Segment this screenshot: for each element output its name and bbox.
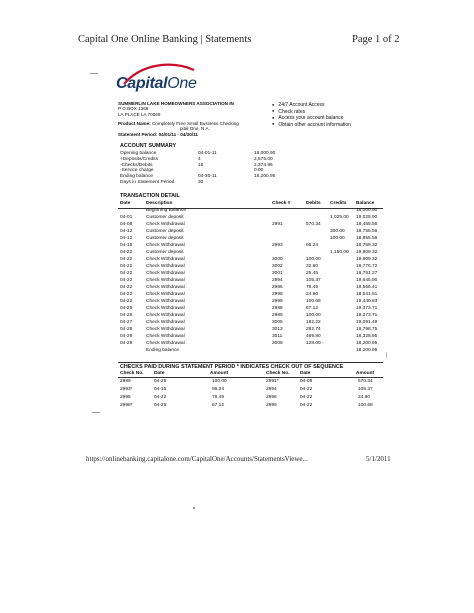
transaction-desc: Check Withdrawal: [146, 341, 185, 346]
transaction-row: [120, 278, 385, 285]
mailing-address: [118, 101, 234, 117]
check-no2: 2996: [266, 395, 277, 400]
transaction-debits: 96.24: [306, 243, 319, 248]
summary-row: +Deposits/Credits 4 2,575.00: [120, 156, 273, 162]
transaction-date: 04-27: [120, 320, 133, 325]
check-row: [120, 379, 380, 387]
check-no2: 2991*: [266, 379, 279, 384]
transaction-balance: 18,455.56: [356, 222, 378, 227]
transaction-row: [120, 320, 385, 327]
check-no1: 2995: [120, 395, 131, 400]
footer-date: 5/1/2011: [366, 455, 391, 463]
transaction-date: 04-22: [120, 250, 133, 255]
check-amt2: 100.68: [358, 403, 373, 408]
check-row: [120, 387, 380, 395]
transaction-balance: 18,000.90: [356, 208, 378, 213]
capital-one-logo: [116, 62, 200, 100]
transaction-row: [120, 215, 385, 222]
transaction-date: 04-28: [120, 327, 133, 332]
transaction-row: [120, 250, 385, 257]
statement-period: Statement Period: 04/01/11 - 04/30/11: [118, 131, 198, 137]
transaction-check: 2998: [272, 292, 283, 297]
transaction-check: 2999: [272, 299, 283, 304]
check-amt2: 105.37: [358, 387, 373, 392]
feature-item: ● Check rates: [272, 109, 351, 116]
transaction-date: 04-22: [120, 264, 133, 269]
transaction-desc: Customer deposit: [146, 236, 184, 241]
check-amt1: 100.00: [212, 379, 227, 384]
transaction-debits: 79.49: [306, 285, 319, 290]
transaction-row: [120, 236, 385, 243]
transaction-debits: 570.34: [306, 222, 321, 227]
feature-item: ● Access your account balance: [272, 115, 351, 122]
transaction-desc: Check Withdrawal: [146, 264, 185, 269]
transaction-balance: 18,855.56: [356, 236, 378, 241]
check-date2: 04-22: [300, 395, 313, 400]
transaction-credits: 300.00: [330, 229, 345, 234]
transaction-body: [120, 208, 385, 355]
transaction-desc: Customer deposit: [146, 215, 184, 220]
transaction-balance: 19,373.71: [356, 306, 378, 311]
summary-row: -Checks/Debits 15 2,374.96: [120, 162, 273, 168]
transaction-check: 3000: [272, 257, 283, 262]
divider: [118, 362, 383, 363]
scan-mark: [386, 352, 387, 358]
transaction-balance: 19,273.71: [356, 313, 378, 318]
transaction-debits: 128.00 -: [306, 341, 324, 346]
transaction-check: 2994: [272, 278, 283, 283]
check-amt1: 67.12: [212, 403, 225, 408]
transaction-row: [120, 299, 385, 306]
transaction-date: 04-22: [120, 257, 133, 262]
transaction-row: [120, 243, 385, 250]
transaction-row: [120, 208, 385, 215]
transaction-balance: 18,798.75: [356, 327, 378, 332]
summary-row: Days in Statement Period 30: [120, 179, 204, 185]
transaction-row: [120, 271, 385, 278]
transaction-desc: Check Withdrawal: [146, 285, 185, 290]
transaction-balance: 19,541.51: [356, 292, 378, 297]
summary-row: -Service charge 0.00: [120, 168, 264, 174]
transaction-check: 2993: [272, 243, 283, 248]
checks-paid-title: CHECKS PAID DURING STATEMENT PERIOD * INDICATES CHECK OUT OF SEQUENCE: [120, 364, 344, 370]
transaction-balance: 19,645.90: [356, 278, 378, 283]
transaction-balance: 18,328.95: [356, 334, 378, 339]
transaction-date: 04-26: [120, 313, 133, 318]
transaction-debits: 67.12: [306, 306, 319, 311]
transaction-check: 2996: [272, 285, 283, 290]
address-line-1: P O BOX 1366: [118, 106, 149, 112]
transaction-check: 3002: [272, 264, 283, 269]
check-row: [120, 395, 380, 403]
transaction-date: 04-29: [120, 341, 133, 346]
transaction-date: 04-22: [120, 271, 133, 276]
transaction-date: 04-01: [120, 215, 133, 220]
transaction-desc: Check Withdrawal: [146, 271, 185, 276]
transaction-desc: Check Withdrawal: [146, 327, 185, 332]
transaction-date: 04-25: [120, 306, 133, 311]
check-amt1: 96.24: [212, 387, 225, 392]
check-date2: 04-08: [300, 379, 313, 384]
transaction-desc: Check Withdrawal: [146, 320, 185, 325]
transaction-debits: 100.68: [306, 299, 321, 304]
logo-wordmark: CapitalOne: [116, 75, 197, 92]
transaction-row: [120, 327, 385, 334]
transaction-date: 04-29: [120, 334, 133, 339]
scan-mark: [92, 412, 100, 413]
transaction-date: 04-22: [120, 278, 133, 283]
transaction-debits: 24.90: [306, 292, 319, 297]
transaction-date: 04-22: [120, 285, 133, 290]
transaction-debits: 292.74: [306, 327, 321, 332]
transaction-row: [120, 341, 385, 348]
transaction-check: 2989: [272, 313, 283, 318]
feature-item: ● 24/7 Account Access: [272, 102, 351, 109]
transaction-balance: 19,440.83: [356, 299, 378, 304]
transaction-desc: Check Withdrawal: [146, 313, 185, 318]
check-date2: 04-22: [300, 403, 313, 408]
transaction-desc: Customer deposit: [146, 229, 184, 234]
transaction-row: [120, 334, 385, 341]
check-amt2: 570.34: [358, 379, 373, 384]
transaction-credits: 1,150.00: [330, 250, 349, 255]
transaction-date: 04-22: [120, 299, 133, 304]
product-info: [118, 121, 239, 137]
page-header-title: Capital One Online Banking | Statements: [78, 34, 252, 45]
feature-item: ● Obtain other account information: [272, 122, 351, 129]
check-date1: 04-25: [154, 403, 167, 408]
check-date1: 04-22: [154, 395, 167, 400]
transaction-table: [120, 201, 385, 355]
transaction-check: 3001: [272, 271, 283, 276]
transaction-desc: Check Withdrawal: [146, 292, 185, 297]
transaction-balance: 19,809.32: [356, 257, 378, 262]
transaction-desc: Customer deposit: [146, 250, 184, 255]
transaction-desc: Check Withdrawal: [146, 257, 185, 262]
transaction-row: [120, 264, 385, 271]
scan-mark: [193, 507, 195, 509]
scan-mark: [90, 73, 98, 74]
transaction-balance: 18,200.95: [356, 341, 378, 346]
transaction-row: [120, 306, 385, 313]
transaction-desc: Check Withdrawal: [146, 222, 185, 227]
transaction-date: 04-22: [120, 292, 133, 297]
check-date2: 04-22: [300, 387, 313, 392]
transaction-balance: 18,755.56: [356, 229, 378, 234]
account-features-list: [272, 102, 351, 128]
transaction-balance: 19,776.72: [356, 264, 378, 269]
footer-url: https://onlinebanking.capitalone.com/CapitalOne/Accounts/StatementsViewe...: [86, 455, 308, 463]
transaction-row: [120, 222, 385, 229]
transaction-debits: 100.00: [306, 313, 321, 318]
check-amt2: 24.90: [358, 395, 371, 400]
transaction-check: 3008: [272, 341, 283, 346]
product-label: Product Name:: [118, 121, 151, 126]
transaction-detail-title: TRANSACTION DETAIL: [120, 193, 180, 199]
transaction-balance: 18,200.95: [356, 348, 378, 353]
transaction-debits: 32.60: [306, 264, 319, 269]
check-date1: 04-26: [154, 379, 167, 384]
check-no2: 2994: [266, 387, 277, 392]
transaction-row: [120, 229, 385, 236]
transaction-desc: Beginning Balance: [146, 208, 187, 213]
transaction-header-row: Date Description Check # Debits Credits Balance: [120, 201, 375, 206]
checks-header-row: Check No. Date Amount Check No. Date Amount: [120, 371, 375, 376]
transaction-balance: 19,566.41: [356, 285, 378, 290]
transaction-credits: 100.00: [330, 236, 345, 241]
account-holder-name: SUMMERLIN LAKE HOMEOWNERS ASSOCIATION IN: [118, 101, 234, 106]
check-no1: 2993*: [120, 387, 133, 392]
transaction-check: 3005: [272, 320, 283, 325]
transaction-check: 3011: [272, 334, 283, 339]
summary-row: Ending balance 04-30-11 18,200.95: [120, 174, 276, 180]
account-summary-title: ACCOUNT SUMMARY: [120, 143, 177, 149]
transaction-desc: Check Withdrawal: [146, 278, 185, 283]
transaction-balance: 19,091.49: [356, 320, 378, 325]
page-footer: [86, 455, 391, 463]
transaction-desc: Check Withdrawal: [146, 334, 185, 339]
transaction-debits: 182.22: [306, 320, 321, 325]
transaction-desc: Check Withdrawal: [146, 299, 185, 304]
account-summary-table: [120, 151, 300, 186]
checks-body: [120, 379, 380, 411]
check-no2: 2999: [266, 403, 277, 408]
check-no1: 2998*: [120, 403, 133, 408]
transaction-row: [120, 292, 385, 299]
transaction-balance: 19,909.32: [356, 250, 378, 255]
transaction-desc: Check Withdrawal: [146, 243, 185, 248]
transaction-credits: 1,025.00: [330, 215, 349, 220]
check-row: [120, 403, 380, 411]
transaction-check: 3013: [272, 327, 283, 332]
transaction-debits: 105.37: [306, 278, 321, 283]
transaction-date: 04-12: [120, 236, 133, 241]
transaction-debits: 469.80: [306, 334, 321, 339]
address-line-2: LA PLACE LA 70069: [118, 111, 161, 117]
page-number: Page 1 of 2: [352, 34, 400, 45]
transaction-row: [120, 257, 385, 264]
transaction-debits: 25.45: [306, 271, 319, 276]
transaction-date: 04-08: [120, 222, 133, 227]
transaction-check: 2991: [272, 222, 283, 227]
check-no1: 2989: [120, 379, 131, 384]
transaction-row: [120, 348, 385, 355]
transaction-balance: 19,751.27: [356, 271, 378, 276]
transaction-balance: 18,759.32: [356, 243, 378, 248]
check-date1: 04-15: [154, 387, 167, 392]
transaction-check: 2988: [272, 306, 283, 311]
transaction-date: 04-15: [120, 243, 133, 248]
product-name: Completely Free Small Business Checking: [151, 121, 239, 126]
checks-paid-table: [120, 371, 380, 411]
bank-name: pital One, N.A.: [180, 126, 210, 132]
check-amt1: 79.49: [212, 395, 225, 400]
transaction-desc: Check Withdrawal: [146, 306, 185, 311]
transaction-row: [120, 313, 385, 320]
transaction-debits: 100.00: [306, 257, 321, 262]
transaction-date: 04-12: [120, 229, 133, 234]
transaction-row: [120, 285, 385, 292]
summary-row: Opening balance 04-01-11 18,000.90: [120, 151, 276, 156]
transaction-desc: Ending balance: [146, 348, 180, 353]
transaction-balance: 19,025.90: [356, 215, 378, 220]
